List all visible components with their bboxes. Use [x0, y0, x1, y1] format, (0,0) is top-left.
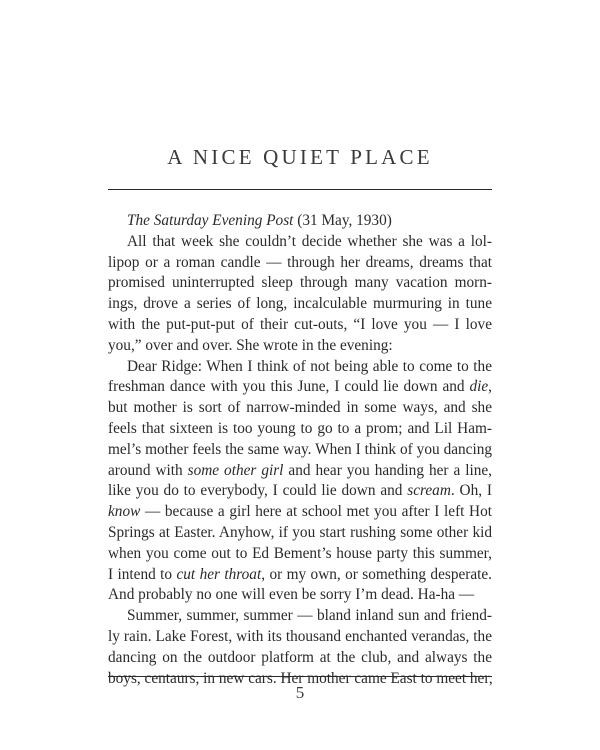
text-line: The Saturday Evening Post (31 May, 1930): [127, 212, 392, 229]
text-line: boys, centaurs, in new cars. Her mother came East to meet her,: [108, 669, 493, 687]
header-rule: [108, 189, 492, 190]
text-line: but mother is sort of narrow-minded in some ways, and she: [108, 399, 492, 417]
text-line: Dear Ridge: When I think of not being able to come to the: [127, 357, 492, 375]
text-line: like you do to everybody, I could lie down and scream. Oh, I: [108, 482, 492, 500]
text-line: around with some other girl and hear you handing her a line,: [108, 461, 492, 479]
text-line: know — because a girl here at school met you after I left Hot: [108, 503, 492, 521]
text-line: Summer, summer, summer — bland inland sun and friend-: [127, 607, 492, 625]
text-line: ly rain. Lake Forest, with its thousand enchanted verandas, the: [108, 627, 492, 645]
text-line: All that week she couldn’t decide whether she was a lol-: [127, 232, 492, 250]
text-line: I intend to cut her throat, or my own, or something desperate.: [108, 565, 493, 583]
text-line: dancing on the outdoor platform at the club, and always the: [108, 648, 492, 666]
text-line: mel’s mother feels the same way. When I think of you dancing: [108, 440, 492, 458]
text-line: ings, drove a series of long, incalculable murmuring in tune: [108, 295, 492, 313]
text-line: when you come out to Ed Bement’s house party this summer,: [108, 544, 492, 562]
text-line: freshman dance with you this June, I could lie down and die,: [108, 378, 492, 396]
text-line: with the put-put-put of their cut-outs, “I love you — I love: [108, 315, 492, 333]
text-line: And probably no one will even be sorry I’m dead. Ha-ha —: [108, 586, 475, 604]
text-line: you,” over and over. She wrote in the evening:: [108, 336, 393, 354]
text-line: feels that sixteen is too young to go to a prom; and Lil Ham-: [108, 419, 492, 437]
text-line: promised uninterrupted sleep through many vacation morn-: [108, 274, 492, 292]
text-line: lipop or a roman candle — through her dreams, dreams that: [108, 253, 492, 271]
page-number: 5: [295, 683, 305, 702]
text-line: Springs at Easter. Anyhow, if you start rushing some other kid: [108, 523, 492, 541]
footer-rule: [108, 676, 492, 677]
body-text: [108, 211, 492, 689]
chapter-title: A NICE QUIET PLACE: [167, 145, 433, 169]
